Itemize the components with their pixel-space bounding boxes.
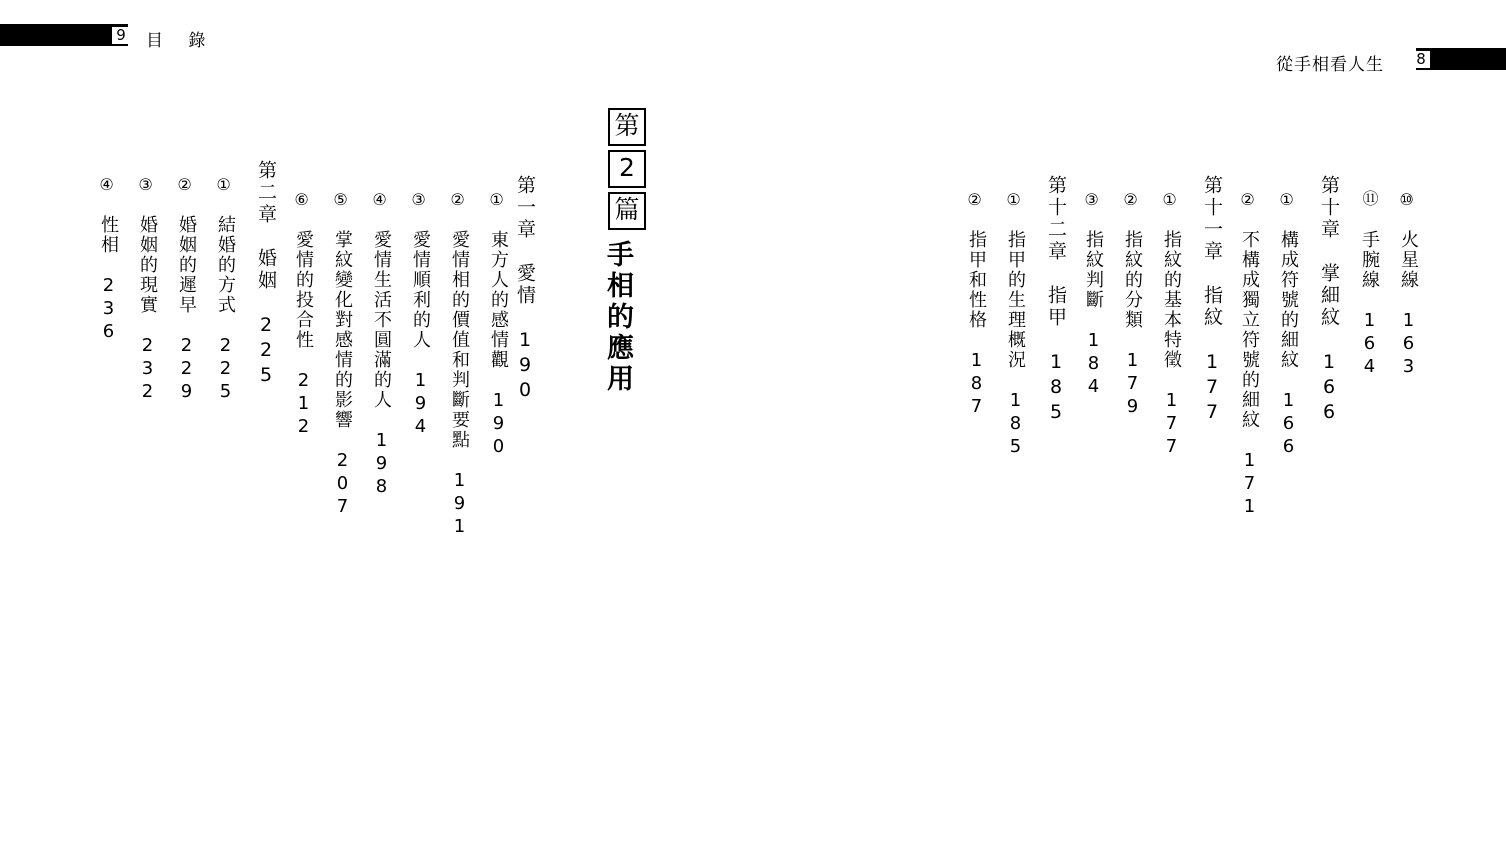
toc-marker: ④ (97, 175, 116, 196)
toc-chapter-zhi-wen[interactable]: 第十一章 指紋 177 (1201, 175, 1223, 426)
part-char-1: 第 (608, 108, 646, 146)
toc-marker: ② (175, 175, 194, 196)
toc-chapter-zhi-jia[interactable]: 第十二章 指甲 185 (1045, 175, 1067, 426)
toc-entry[interactable]: 婚姻的遲早 229 (176, 215, 197, 404)
toc-entry[interactable]: 東方人的感情觀 190 (488, 230, 509, 459)
part-marker-box (605, 108, 649, 230)
toc-entry[interactable]: 愛情相的價值和判斷要點 191 (449, 230, 470, 539)
header-left-bar (0, 24, 128, 46)
toc-marker: ⑤ (331, 190, 350, 211)
toc-marker: ⑥ (292, 190, 311, 211)
toc-chapter-zhang-xi-wen[interactable]: 第十章 掌細紋 166 (1318, 175, 1340, 426)
toc-entry[interactable]: 性相 236 (98, 215, 119, 344)
header-left-page-number: 9 (112, 27, 130, 44)
toc-marker: ③ (136, 175, 155, 196)
toc-marker: ① (214, 175, 233, 196)
toc-entry[interactable]: 火星線 163 (1398, 230, 1419, 379)
toc-entry[interactable]: 愛情的投合性 212 (293, 230, 314, 439)
toc-entry[interactable]: 手腕線 164 (1359, 230, 1380, 379)
toc-entry[interactable]: 愛情順利的人 194 (410, 230, 431, 439)
toc-entry[interactable]: 指紋的基本特徵 177 (1161, 230, 1182, 459)
toc-entry[interactable]: 掌紋變化對感情的影響 207 (332, 230, 353, 519)
toc-marker: ⑪ (1360, 190, 1379, 208)
toc-marker: ⑩ (1397, 190, 1416, 211)
header-right-page-number: 8 (1412, 51, 1430, 68)
toc-marker: ③ (409, 190, 428, 211)
toc-marker: ② (1238, 190, 1257, 211)
part-char-3: 篇 (608, 192, 646, 230)
toc-entry[interactable]: 不構成獨立符號的細紋 171 (1239, 230, 1260, 519)
toc-entry[interactable]: 指紋判斷 184 (1083, 230, 1104, 399)
toc-marker: ① (1004, 190, 1023, 211)
toc-marker: ② (448, 190, 467, 211)
toc-marker: ① (1277, 190, 1296, 211)
toc-entry[interactable]: 指紋的分類 179 (1122, 230, 1143, 419)
toc-entry[interactable]: 指甲的生理概況 185 (1005, 230, 1026, 459)
toc-entry[interactable]: 構成符號的細紋 166 (1278, 230, 1299, 459)
toc-chapter-ai-qing[interactable]: 第一章 愛情 190 (514, 175, 536, 404)
header-left-label: 目 錄 (146, 31, 216, 51)
toc-marker: ① (1160, 190, 1179, 211)
toc-marker: ① (487, 190, 506, 211)
toc-entry[interactable]: 婚姻的現實 232 (137, 215, 158, 404)
toc-marker: ④ (370, 190, 389, 211)
toc-entry[interactable]: 愛情生活不圓滿的人 198 (371, 230, 392, 499)
toc-entry[interactable]: 指甲和性格 187 (966, 230, 987, 419)
toc-entry[interactable]: 結婚的方式 225 (215, 215, 236, 404)
header-right-label: 從手相看人生 (1276, 55, 1384, 75)
toc-marker: ② (1121, 190, 1140, 211)
toc-marker: ② (965, 190, 984, 211)
toc-chapter-hun-yin[interactable]: 第二章 婚姻 225 (255, 160, 277, 389)
part-char-2: 2 (608, 150, 646, 188)
part-title: 手相的應用 (602, 240, 633, 395)
toc-marker: ③ (1082, 190, 1101, 211)
